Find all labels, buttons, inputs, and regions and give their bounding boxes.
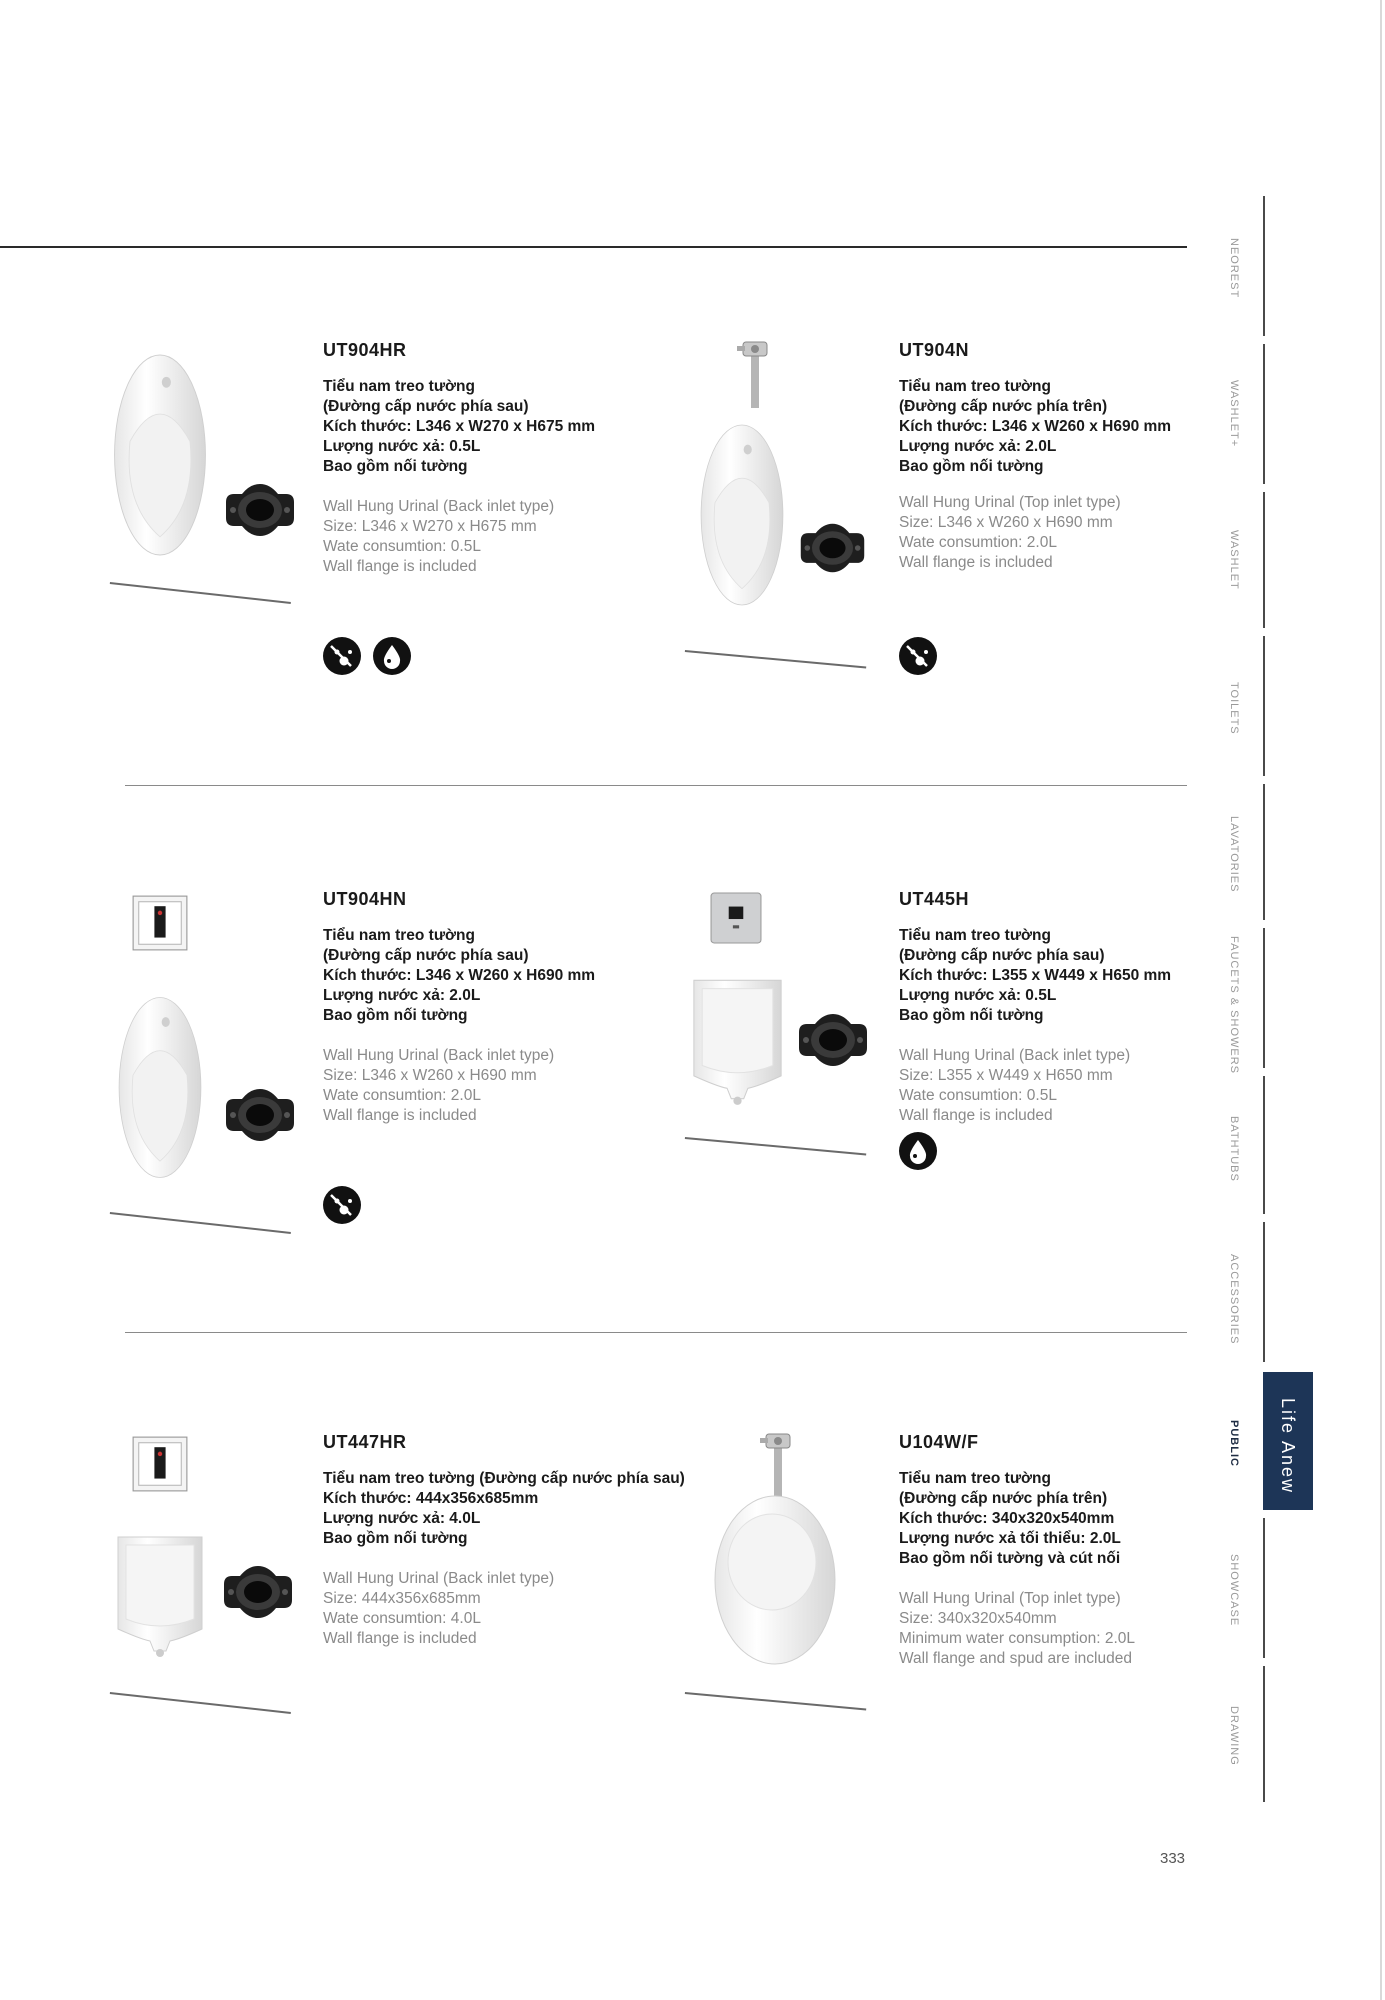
en-line: Wall Hung Urinal (Back inlet type) (899, 1047, 1131, 1064)
vn-line: Kích thước: L346 x W270 x H675 mm (323, 418, 596, 435)
vn-line: (Đường cấp nước phía trên) (899, 1490, 1108, 1507)
vn-line: Tiểu nam treo tường (323, 378, 475, 395)
en-line: Wall Hung Urinal (Back inlet type) (323, 1570, 555, 1587)
sidebar-divider (1263, 196, 1265, 336)
product-ut447hr (323, 1432, 743, 1649)
sidebar-item-accessories[interactable]: ACCESSORIES (1228, 1254, 1240, 1345)
sidebar-item-lavatories[interactable]: LAVATORIES (1228, 816, 1240, 893)
en-line: Wall flange is included (899, 554, 1053, 571)
shadow-line (685, 1137, 866, 1155)
product-code: UT904N (899, 340, 970, 360)
shadow-line (110, 582, 291, 603)
sidebar-divider (1263, 1518, 1265, 1658)
shadow-line (110, 1692, 291, 1713)
sidebar-divider (1263, 1222, 1265, 1362)
en-line: Wate consumtion: 0.5L (323, 538, 481, 555)
feature-icons (323, 1186, 683, 1224)
vn-line: Tiểu nam treo tường (Đường cấp nước phía sau) (323, 1470, 685, 1487)
product-image-ut904hr (110, 340, 300, 570)
vn-line: (Đường cấp nước phía sau) (899, 947, 1105, 964)
top-divider (0, 246, 1187, 248)
sidebar-divider (1263, 344, 1265, 484)
product-ut904hr (323, 340, 683, 675)
en-block (899, 1046, 1259, 1126)
en-block (323, 1046, 683, 1126)
vn-line: Tiểu nam treo tường (323, 927, 475, 944)
en-block (899, 1589, 1259, 1669)
en-line: Wall flange is included (323, 558, 477, 575)
water-drop-icon (373, 637, 411, 675)
vn-line: (Đường cấp nước phía trên) (899, 398, 1108, 415)
product-code: U104W/F (899, 1432, 979, 1452)
en-line: Size: L346 x W260 x H690 mm (899, 514, 1113, 531)
sidebar-divider (1263, 1666, 1265, 1802)
en-line: Wall Hung Urinal (Back inlet type) (323, 498, 555, 515)
sidebar-divider (1263, 928, 1265, 1068)
product-code: UT904HR (323, 340, 407, 360)
row-divider (125, 785, 1187, 786)
en-line: Wall flange is included (899, 1107, 1053, 1124)
product-code: UT445H (899, 889, 970, 909)
feature-icons (323, 637, 683, 675)
product-image-u104wf (710, 1432, 850, 1667)
en-block (899, 493, 1259, 573)
page-number: 333 (1160, 1850, 1186, 1867)
feature-icons (899, 1132, 1259, 1170)
en-line: Wall Hung Urinal (Back inlet type) (323, 1047, 555, 1064)
product-image-ut445h (685, 892, 885, 1112)
active-section-tab (1263, 1372, 1313, 1510)
en-line: Minimum water consumption: 2.0L (899, 1630, 1136, 1647)
en-line: Wall Hung Urinal (Top inlet type) (899, 494, 1121, 511)
feature-icons (899, 637, 1259, 675)
vn-line: (Đường cấp nước phía sau) (323, 398, 529, 415)
shadow-line (685, 650, 866, 668)
sidebar-item-bathtubs[interactable]: BATHTUBS (1228, 1116, 1240, 1182)
en-line: Wate consumtion: 0.5L (899, 1087, 1057, 1104)
page-edge (1380, 0, 1382, 2000)
product-code: UT904HN (323, 889, 407, 909)
shadow-line (110, 1212, 291, 1233)
vn-line: Lượng nước xả: 0.5L (899, 987, 1057, 1004)
product-ut904n (899, 340, 1259, 675)
vn-line: Lượng nước xả: 2.0L (899, 438, 1057, 455)
vn-line: Lượng nước xả tối thiểu: 2.0L (899, 1530, 1121, 1547)
vn-line: Tiểu nam treo tường (899, 1470, 1051, 1487)
tab-label: Life Anew (1278, 1398, 1298, 1495)
sidebar-item-washlet-plus[interactable]: WASHLET+ (1228, 380, 1240, 448)
vn-line: Lượng nước xả: 0.5L (323, 438, 481, 455)
sidebar-item-neorest[interactable]: NEOREST (1228, 238, 1240, 299)
product-image-ut904n (685, 340, 885, 625)
sensor-icon (323, 1186, 361, 1224)
sidebar-item-faucets-showers[interactable]: FAUCETS & SHOWERS (1228, 936, 1240, 1075)
en-line: Wate consumtion: 4.0L (323, 1610, 481, 1627)
product-ut904hn (323, 889, 683, 1224)
vn-line: Kích thước: L355 x W449 x H650 mm (899, 967, 1172, 984)
sidebar-item-public[interactable]: PUBLIC (1228, 1420, 1240, 1467)
en-line: Wate consumtion: 2.0L (899, 534, 1057, 551)
sensor-icon (323, 637, 361, 675)
en-line: Size: 444x356x685mm (323, 1590, 481, 1607)
vn-line: Lượng nước xả: 2.0L (323, 987, 481, 1004)
en-line: Wate consumtion: 2.0L (323, 1087, 481, 1104)
vn-line: Kích thước: L346 x W260 x H690 mm (323, 967, 596, 984)
sensor-icon (899, 637, 937, 675)
sidebar-divider (1263, 1076, 1265, 1214)
water-drop-icon (899, 1132, 937, 1170)
en-line: Size: L355 x W449 x H650 mm (899, 1067, 1113, 1084)
vn-line: Bao gồm nối tường (323, 1530, 468, 1547)
vn-line: Bao gồm nối tường và cút nối (899, 1550, 1121, 1567)
sidebar-item-toilets[interactable]: TOILETS (1228, 682, 1240, 735)
en-line: Size: 340x320x540mm (899, 1610, 1057, 1627)
en-line: Wall Hung Urinal (Top inlet type) (899, 1590, 1121, 1607)
vn-line: Tiểu nam treo tường (899, 927, 1051, 944)
sidebar-divider (1263, 636, 1265, 776)
vn-line: (Đường cấp nước phía sau) (323, 947, 529, 964)
product-image-ut904hn (110, 895, 300, 1190)
vn-line: Kích thước: 444x356x685mm (323, 1490, 539, 1507)
sidebar-item-washlet[interactable]: WASHLET (1228, 530, 1240, 590)
vn-line: Bao gồm nối tường (899, 1007, 1044, 1024)
en-line: Wall flange is included (323, 1107, 477, 1124)
vn-line: Lượng nước xả: 4.0L (323, 1510, 481, 1527)
vn-line: Tiểu nam treo tường (899, 378, 1051, 395)
en-line: Wall flange is included (323, 1630, 477, 1647)
vn-line: Bao gồm nối tường (323, 458, 468, 475)
en-block (323, 497, 683, 577)
en-block (323, 1569, 743, 1649)
vn-line: Bao gồm nối tường (899, 458, 1044, 475)
product-image-ut447hr (110, 1436, 300, 1666)
vn-line: Bao gồm nối tường (323, 1007, 468, 1024)
en-line: Size: L346 x W270 x H675 mm (323, 518, 537, 535)
vn-line: Kích thước: L346 x W260 x H690 mm (899, 418, 1172, 435)
sidebar-item-showcase[interactable]: SHOWCASE (1228, 1554, 1240, 1627)
en-line: Size: L346 x W260 x H690 mm (323, 1067, 537, 1084)
sidebar-divider (1263, 492, 1265, 628)
sidebar-item-drawing[interactable]: DRAWING (1228, 1706, 1240, 1766)
row-divider (125, 1332, 1187, 1333)
shadow-line (685, 1692, 866, 1710)
product-code: UT447HR (323, 1432, 407, 1452)
sidebar-divider (1263, 784, 1265, 920)
product-u104wf (899, 1432, 1259, 1669)
vn-line: Kích thước: 340x320x540mm (899, 1510, 1115, 1527)
en-line: Wall flange and spud are included (899, 1650, 1132, 1667)
product-ut445h (899, 889, 1259, 1170)
